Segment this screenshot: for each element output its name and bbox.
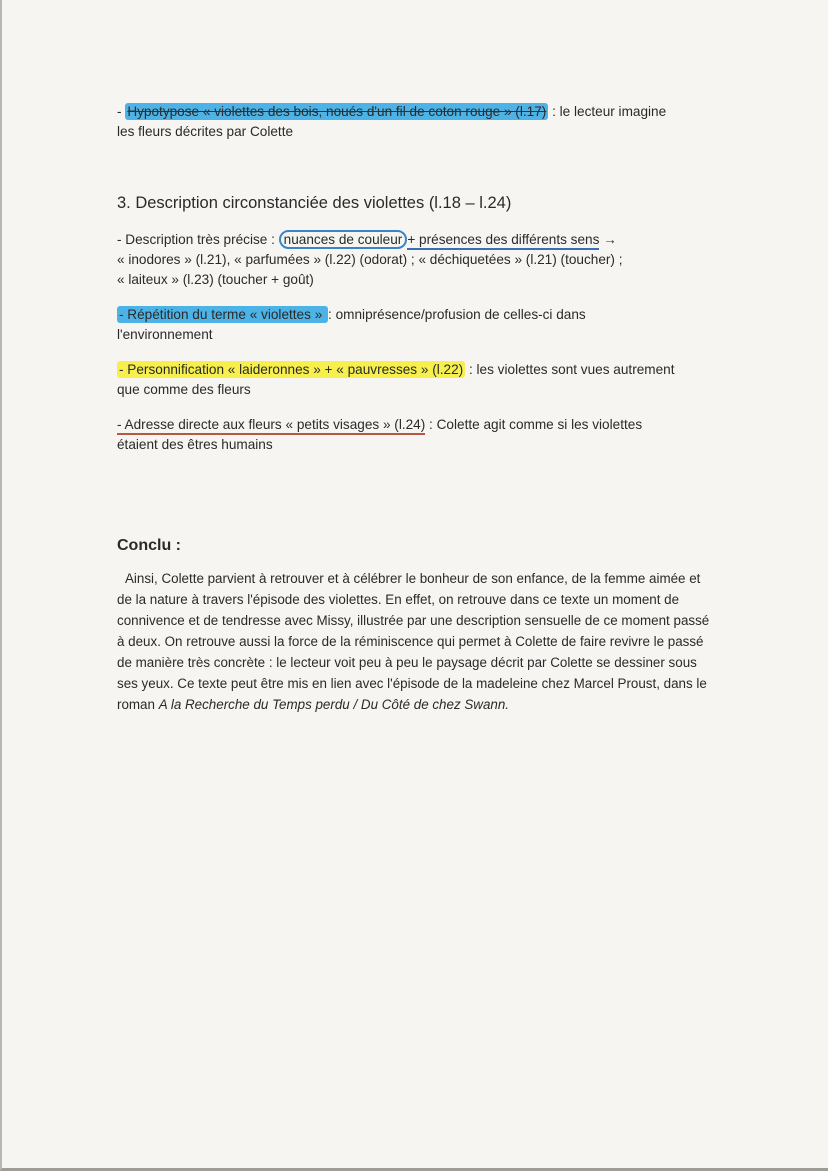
personnification-highlight: - Personnification « laideronnes » + « pauvresses » (l.22) xyxy=(119,362,464,377)
hypotypose-item xyxy=(117,102,737,142)
description-line2: « inodores » (l.21), « parfumées » (l.22) (odorat) ; « déchiquetées » (l.21) (toucher) ; xyxy=(117,252,623,267)
repetition-rest: : omniprésence/profusion de celles-ci dans xyxy=(328,307,586,322)
conclusion-text: Ainsi, Colette parvient à retrouver et à célébrer le bonheur de son enfance, de la femme aimée et de la nature à travers l'épisode des violettes. En effet, on retrouve dans ce texte un moment de connivence et de tendresse avec Missy, illustrée par une description sensuelle de ce moment passé à deux. On retrouve aussi la force de la réminiscence qui permet à Colette de faire revivre le passé de manière très concrète : le lecteur voit peu à peu le paysage décrit par Colette se dessiner sous ses yeux. Ce texte peut être mis en lien avec l'épisode de la madeleine chez Marcel Proust, dans le roman xyxy=(117,571,710,712)
adresse-line2: étaient des êtres humains xyxy=(117,437,273,452)
repetition-item xyxy=(117,305,737,345)
description-line3: « laiteux » (l.23) (toucher + goût) xyxy=(117,272,314,287)
conclusion-paragraph xyxy=(117,568,717,715)
conclusion-book-title: A la Recherche du Temps perdu / Du Côté de chez Swann. xyxy=(158,697,510,712)
description-start: - Description très précise : xyxy=(117,232,279,247)
adresse-underline: - Adresse directe aux fleurs « petits visages » (l.24) xyxy=(117,417,425,435)
arrow-icon: → xyxy=(599,232,617,247)
repetition-line2: l'environnement xyxy=(117,327,213,342)
personnification-item xyxy=(117,360,737,400)
circled-nuances: nuances de couleur xyxy=(279,230,408,249)
hypotypose-highlight: Hypotypose « violettes des bois, noués d'un fil de coton rouge » (l.17) xyxy=(127,104,547,119)
personnification-line2: que comme des fleurs xyxy=(117,382,251,397)
repetition-highlight: - Répétition du terme « violettes » xyxy=(119,307,327,322)
hypotypose-rest: : le lecteur imagine xyxy=(548,104,667,119)
description-item xyxy=(117,230,737,290)
item-prefix: - xyxy=(117,104,126,119)
adresse-item xyxy=(117,415,737,455)
section3-heading: 3. Description circonstanciée des violettes (l.18 – l.24) xyxy=(117,194,512,212)
underlined-sens: + présences des différents sens xyxy=(407,232,599,250)
adresse-rest: : Colette agit comme si les violettes xyxy=(425,417,643,432)
personnification-rest: : les violettes sont vues autrement xyxy=(465,362,675,377)
hypotypose-line2: les fleurs décrites par Colette xyxy=(117,124,294,139)
conclusion-title: Conclu : xyxy=(117,537,181,554)
